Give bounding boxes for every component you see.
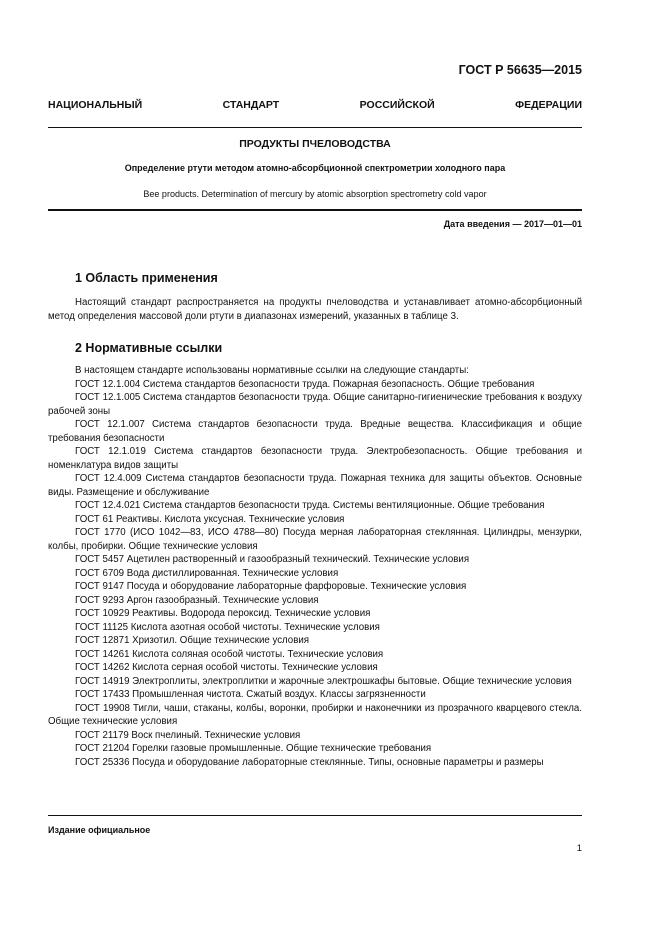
reference-item: ГОСТ 17433 Промышленная чистота. Сжатый воздух. Классы загрязненности: [75, 689, 426, 700]
reference-item: ГОСТ 14919 Электроплиты, электроплитки и жарочные электрошкафы бытовые. Общие технические условия: [75, 675, 572, 687]
english-title: Bee products. Determination of mercury by atomic absorption spectrometry cold vapor: [143, 189, 487, 199]
reference-item: ГОСТ 12.1.005 Система стандартов безопасности труда. Общие санитарно-гигиенические требования к воздуху рабочей зоны: [48, 392, 582, 417]
introduction-date: Дата введения — 2017—01—01: [443, 219, 582, 229]
top-divider: [48, 127, 582, 128]
reference-item: ГОСТ 1770 (ИСО 1042—83, ИСО 4788—80) Посуда мерная лабораторная стеклянная. Цилиндры, мензурки, колбы, пробирки. Общие технические условия: [48, 527, 582, 552]
reference-item: ГОСТ 10929 Реактивы. Водорода пероксид. Технические условия: [75, 608, 371, 619]
title-divider: [48, 209, 582, 211]
national-standard-banner: НАЦИОНАЛЬНЫЙ СТАНДАРТ РОССИЙСКОЙ ФЕДЕРАЦИИ: [48, 99, 582, 111]
section-1-text: Настоящий стандарт распространяется на продукты пчеловодства и устанавливает атомно-абсорбционный метод определения массовой доли ртути в диапазонах измерений, указанных в таблице 3.: [48, 297, 582, 322]
reference-item: ГОСТ 12.1.004 Система стандартов безопасности труда. Пожарная безопасность. Общие требования: [75, 378, 535, 390]
footer-divider: [48, 815, 582, 816]
reference-item: ГОСТ 9147 Посуда и оборудование лабораторные фарфоровые. Технические условия: [75, 581, 467, 592]
reference-item: ГОСТ 19908 Тигли, чаши, стаканы, колбы, воронки, пробирки и наконечники из прозрачного кварцевого стекла. Общие технические условия: [48, 702, 582, 727]
reference-item: ГОСТ 6709 Вода дистиллированная. Технические условия: [75, 567, 339, 579]
section-2-heading: 2 Нормативные ссылки: [75, 341, 223, 355]
document-number: ГОСТ Р 56635—2015: [458, 63, 582, 77]
page-number: 1: [576, 843, 582, 854]
reference-item: ГОСТ 11125 Кислота азотная особой чистоты. Технические условия: [75, 621, 380, 633]
section-1-heading: 1 Область применения: [75, 271, 218, 285]
section-1-body: [48, 296, 582, 323]
reference-item: ГОСТ 12.1.019 Система стандартов безопасности труда. Электробезопасность. Общие требования и номенклатура видов защиты: [48, 446, 582, 471]
reference-item: ГОСТ 14261 Кислота соляная особой чистоты. Технические условия: [75, 648, 384, 660]
reference-item: ГОСТ 12.4.021 Система стандартов безопасности труда. Системы вентиляционные. Общие требования: [75, 500, 545, 511]
references-intro: В настоящем стандарте использованы нормативные ссылки на следующие стандарты:: [75, 365, 469, 376]
reference-item: ГОСТ 21204 Горелки газовые промышленные. Общие технические требования: [75, 743, 432, 754]
reference-item: ГОСТ 5457 Ацетилен растворенный и газообразный технический. Технические условия: [75, 554, 470, 565]
reference-item: ГОСТ 12.1.007 Система стандартов безопасности труда. Вредные вещества. Классификация и общие требования безопасности: [48, 419, 582, 444]
reference-item: ГОСТ 9293 Аргон газообразный. Технические условия: [75, 594, 319, 606]
document-title: ПРОДУКТЫ ПЧЕЛОВОДСТВА: [239, 138, 391, 150]
reference-item: ГОСТ 12.4.009 Система стандартов безопасности труда. Пожарная техника для защиты объектов. Основные виды. Размещение и обслуживание: [48, 473, 582, 498]
reference-item: ГОСТ 25336 Посуда и оборудование лабораторные стеклянные. Типы, основные параметры и размеры: [75, 756, 544, 768]
references-list: [48, 364, 582, 769]
reference-item: ГОСТ 14262 Кислота серная особой чистоты. Технические условия: [75, 662, 378, 673]
reference-item: ГОСТ 21179 Воск пчелиный. Технические условия: [75, 729, 301, 741]
document-subtitle: Определение ртути методом атомно-абсорбционной спектрометрии холодного пара: [124, 163, 506, 173]
reference-item: ГОСТ 61 Реактивы. Кислота уксусная. Технические условия: [75, 513, 345, 525]
official-edition-label: Издание официальное: [48, 825, 151, 835]
reference-item: ГОСТ 12871 Хризотил. Общие технические условия: [75, 635, 309, 646]
